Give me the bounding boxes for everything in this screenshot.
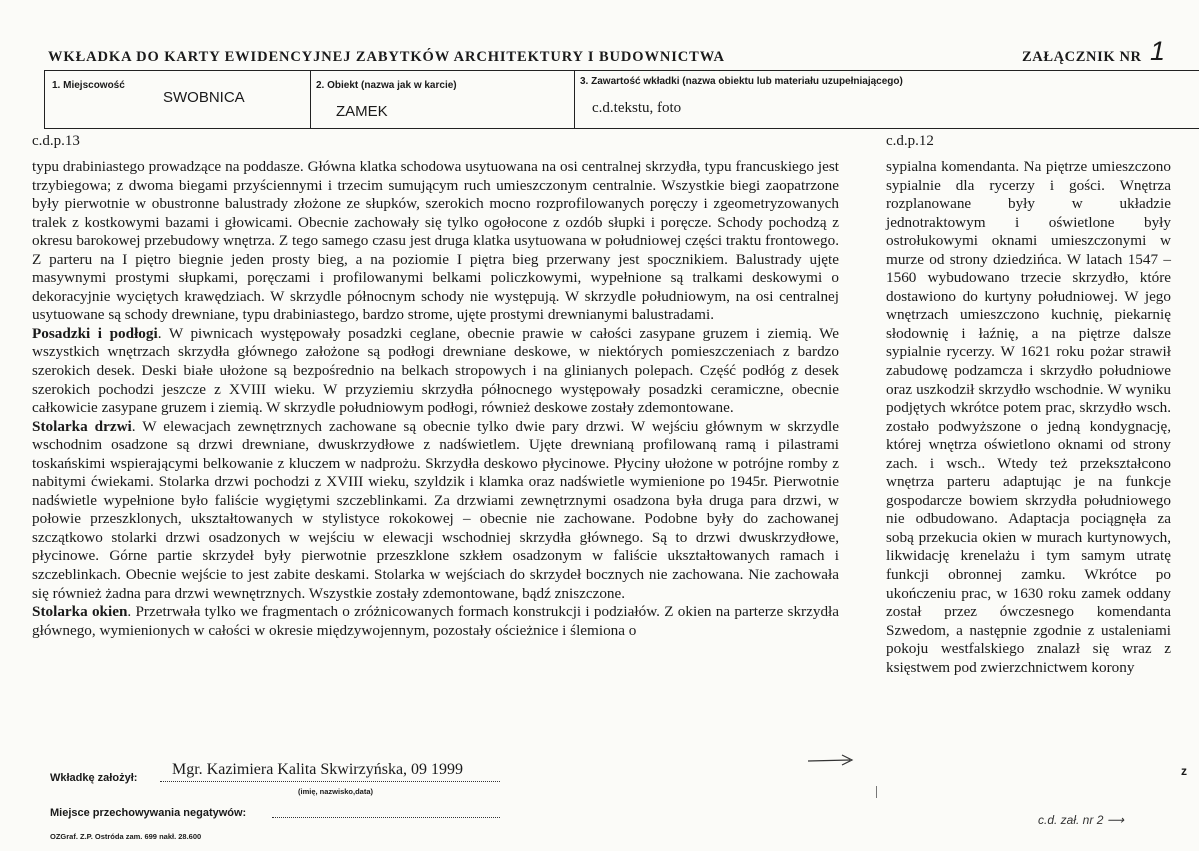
history-paragraph: sypialna komendanta. Na piętrze umieszczono sypialnie dla rycerzy i gości. Wnętrza rozplanowane były w układzie jednotraktowym i oświetlone były ostrołukowymi oknami umieszczonymi w murze od strony dziedzińca. W latach 1547 – 1560 wybudowano trzecie skrzydło, które dostawiono do kurtyny południowej. W jego wnętrzach umieszczono kuchnię, piekarnię słodownię i łaźnię, a na piętrze dalsze sypialnie rycerzy. W 1621 roku pożar strawił zabudowę podzamcza i skrzydło południowe oraz uszkodził skrzydło wschodnie. W wyniku podjętych wkrótce potem prac, skrzydło wsch. zostało podwyższone o jedną kondygnację, której wnętrza oświetlono oknami od strony zach. i wsch.. Wtedy też przekształcono wnętrza parteru adaptując je na funkcje gospodarcze bowiem skrzydła południowego nie odbudowano. Adaptacja pociągnęła za sobą przekucia okien w murach kurtynowych, likwidację krenelażu i tym samym utratę funkcji obronnej zamku. Wkrótce po ukończeniu prac, w 1630 roku zamek oddany został przez ówczesnego komendanta Szwedom, a następnie zgodnie z ustaleniami pokoju westfalskiego znalazł się wraz z księstwem pod zwierzchnictwem korony bbox=[886, 158, 1171, 676]
windows-text: . Przetrwała tylko we fragmentach o zróżnicowanych formach konstrukcji i podziałów. Z okien na parterze skrzydła głównego, wymienionych w całości w okresie międzywojennym, pozostały ościeżnice i ślemiona o bbox=[32, 603, 840, 639]
content-label: 3. Zawartość wkładki (nazwa obiektu lub materiału uzupełniającego) bbox=[580, 76, 903, 87]
floors-paragraph bbox=[32, 325, 839, 418]
edge-mark: z bbox=[1181, 764, 1187, 778]
form-title: WKŁADKA DO KARTY EWIDENCYJNEJ ZABYTKÓW ARCHITEKTURY I BUDOWNICTWA bbox=[48, 49, 725, 65]
side-text-column bbox=[886, 158, 1171, 677]
side-continued-from: c.d.p.12 bbox=[886, 133, 934, 149]
storage-label: Miejsce przechowywania negatywów: bbox=[50, 807, 247, 819]
floors-heading: Posadzki i podłogi bbox=[32, 324, 158, 342]
author-label: Wkładkę założył: bbox=[50, 772, 138, 784]
main-continued-from: c.d.p.13 bbox=[32, 133, 80, 149]
floors-text: . W piwnicach występowały posadzki ceglane, obecnie prawie w całości zasypane gruzem i ziemią. We wszystkich wnętrzach skrzydła głównego założone są podłogi drewniane deskowe, w niektórych pomieszczeniach z bardzo szerokich desek. Deski białe ułożone są bezpośrednio na belkach stropowych i na glinianych polepach. Część podłóg z desek szerokich pochodzi jeszcze z XVIII wieku. W przyziemiu skrzydła północnego występowały posadzki ceramiczne, obecnie całkowicie zasypane gruzem i ziemią. W skrzydle południowym podłogi, również deskowe zostały zdemontowane. bbox=[32, 324, 839, 417]
stairs-paragraph: typu drabiniastego prowadzące na poddasze. Główna klatka schodowa usytuowana na osi centralnej skrzydła, typu francuskiego jest trzybiegowa; z dwoma biegami przyściennymi i trzecim sumującym ruch umieszczonym centralnie. Wszystkie biegi zaopatrzone były pierwotnie w obustronne balustrady złożone ze słupków, szerokich mocno rozprofilowanych poręczy i zgeometryzowanych tralek z kostkowymi bazami i głowicami. Obecnie zachowały się tylko ogołocone z ozdób słupki i poręcze. Schody pochodzą z okresu barokowej przebudowy wnętrza. Z tego samego czasu jest druga klatka usytuowana w południowej części traktu frontowego. Z parteru na I piętro biegnie jeden prosty bieg, a na poziomie I piętra bieg przerwany jest spocznikiem. Balustrady ujęte masywnymi prostymi słupkami, poręczami i profilowanymi belkami policzkowymi, wypełnione są tralkami deskowymi o dekoracyjnie wyciętych krawędziach. W skrzydle północnym schody nie występują. W skrzydle południowym, na osi centralnej usytuowane są schody drewniane, typu drabiniastego, bardzo strome, ujęte prostymi drewnianymi balustradami. bbox=[32, 158, 839, 324]
print-info: OZGraf. Z.P. Ostróda zam. 699 nakł. 28.600 bbox=[50, 832, 202, 841]
margin-tick bbox=[876, 786, 877, 798]
author-value: Mgr. Kazimiera Kalita Skwirzyńska, 09 1999 bbox=[172, 761, 464, 778]
storage-dotted-line bbox=[272, 817, 500, 818]
windows-heading: Stolarka okien bbox=[32, 603, 128, 621]
handwritten-continuation-note: c.d. zał. nr 2 ⟶ bbox=[1038, 813, 1124, 827]
header-top-rule bbox=[44, 70, 1199, 71]
header-divider-1 bbox=[310, 70, 311, 128]
content-value: c.d.tekstu, foto bbox=[592, 100, 682, 116]
location-value: SWOBNICA bbox=[163, 89, 245, 106]
attachment-label: ZAŁĄCZNIK NR bbox=[1022, 49, 1142, 65]
header-left-border bbox=[44, 70, 45, 128]
attachment-number: 1 bbox=[1150, 36, 1166, 66]
author-dotted-line bbox=[160, 781, 500, 782]
continue-arrow-icon bbox=[806, 752, 856, 768]
doors-heading: Stolarka drzwi bbox=[32, 417, 132, 435]
object-label: 2. Obiekt (nazwa jak w karcie) bbox=[316, 80, 457, 91]
header-divider-2 bbox=[574, 70, 575, 128]
doors-text: . W elewacjach zewnętrznych zachowane są obecnie tylko dwie pary drzwi. W wejściu głównym w skrzydle wschodnim osadzone są drzwi drewniane, dwuskrzydłowe z nadświetlem. Ujęte drewnianą profilowaną ramą i pilastrami toskańskimi wspierającymi belkowanie z kluczem w nadprożu. Skrzydła deskowo płycinowe. Płyciny ułożone w potrójne romby z nabitymi ćwiekami. Stolarka drzwi pochodzi z XVIII wieku, szyldzik i klamka oraz nadświetle wymienione po 1945r. Pierwotnie nadświetle wypełnione było faliście wygiętymi szczeblinkami. Za drzwiami zewnętrznymi osadzona była druga para drzwi, w połowie przeszklonych, ukształtowanych w stylistyce rokokowej – obecnie nie zachowane. Podobne były do zachowanej szczątkowo stolarki drzwi osadzonych w wejściu w elewacji wschodniej skrzydła głównego. Są to drzwi dwuskrzydłowe, płycinowe. Górne partie skrzydeł były pierwotnie przeszklone szkłem osadzonym w faliście ukształtowanych ramach i szczeblinkach. Obecnie wejście to jest zabite deskami. Stolarka w wejściach do skrzydeł bocznych nie zachowana. Nie zachowała się również żadna para drzwi wewnętrznych. Wszystkie zostały zdemontowane, bądź zniszczone. bbox=[32, 417, 839, 602]
object-value: ZAMEK bbox=[336, 103, 388, 120]
location-label: 1. Miejscowość bbox=[52, 80, 125, 91]
author-sublabel: (imię, nazwisko,data) bbox=[298, 787, 374, 796]
windows-paragraph bbox=[32, 603, 839, 640]
doors-paragraph bbox=[32, 418, 839, 603]
main-text-column bbox=[32, 158, 839, 640]
header-bottom-rule bbox=[44, 128, 1199, 129]
